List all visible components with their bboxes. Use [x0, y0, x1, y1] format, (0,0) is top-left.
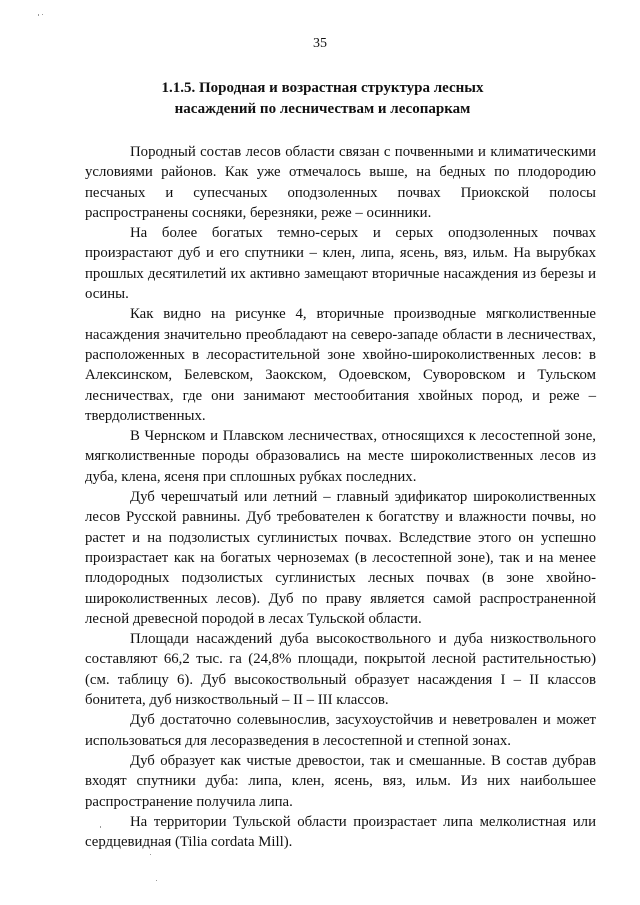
section-heading: 1.1.5. Породная и возрастная структура лесных насаждений по лесничествам и лесопаркам: [161, 80, 484, 117]
paragraph: Дуб достаточно солевынослив, засухоустойчив и неветровален и может использоваться для лесоразведения в лесостепной и степной зонах.: [85, 712, 596, 749]
paragraph: Породный состав лесов области связан с почвенными и климатическими условиями районов. Как уже отмечалось выше, на бедных по плодородию песчаных и супесчаных оподзоленных почвах Приокской полосы распространены сосняки, березняки, реже – осинники.: [85, 144, 596, 221]
scan-mark: [38, 14, 39, 16]
scan-mark: [42, 14, 43, 15]
scan-mark: [156, 880, 157, 881]
paragraph: Площади насаждений дуба высокоствольного и дуба низкоствольного составляют 66,2 тыс. га (24,8% площади, покрытой лесной растительностью) (см. таблицу 6). Дуб высокоствольный образует насаждения I – II классов бонитета, дуб низкоствольный – II – III классов.: [85, 631, 596, 709]
scan-mark: [150, 854, 151, 855]
scan-mark: [100, 826, 101, 828]
paragraph: Дуб черешчатый или летний – главный эдификатор широколиственных лесов Русской равнины. Дуб требователен к богатству и влажности почвы, но растет и на подзолистых суглинистых почвах. Вследствие этого он успешно произрастает как на богатых черноземах (в лесостепной зоне), так и на менее плодородных подзолистых суглинистых лесных почвах (в зоне хвойно-широколиственных лесов). Дуб по праву является самой распространенной лесной древесной породой в лесах Тульской области.: [85, 489, 596, 627]
paragraph: Дуб образует как чистые древостои, так и смешанные. В состав дубрав входят спутники дуба: липа, клен, ясень, вяз, ильм. Из них наибольшее распространение получила липа.: [85, 752, 596, 810]
paragraph: На более богатых темно-серых и серых оподзоленных почвах произрастают дуб и его спутники – клен, липа, ясень, вяз, ильм. На вырубках прошлых десятилетий их активно замещают вторичные насаждения из березы и осины.: [85, 225, 596, 303]
page-number: 35: [313, 36, 327, 51]
paragraph: Как видно на рисунке 4, вторичные производные мягколиственные насаждения значительно преобладают на северо-западе области в лесничествах, расположенных в лесорастительной зоне хвойно-широколиственных лесов: в Алексинском, Белевском, Заокском, Одоевском, Суворовском и Тульском лесничествах, где они занимают местообитания хвойных пород, и реже – твердолиственных.: [85, 306, 596, 424]
paragraph: В Чернском и Плавском лесничествах, относящихся к лесостепной зоне, мягколиственные породы образовались на месте широколиственных лесов из дуба, клена, ясеня при сплошных рубках последних.: [85, 428, 596, 485]
body-text: [85, 142, 596, 852]
paragraph: На территории Тульской области произрастает липа мелколистная или сердцевидная (Tilia cordata Mill).: [85, 813, 596, 851]
